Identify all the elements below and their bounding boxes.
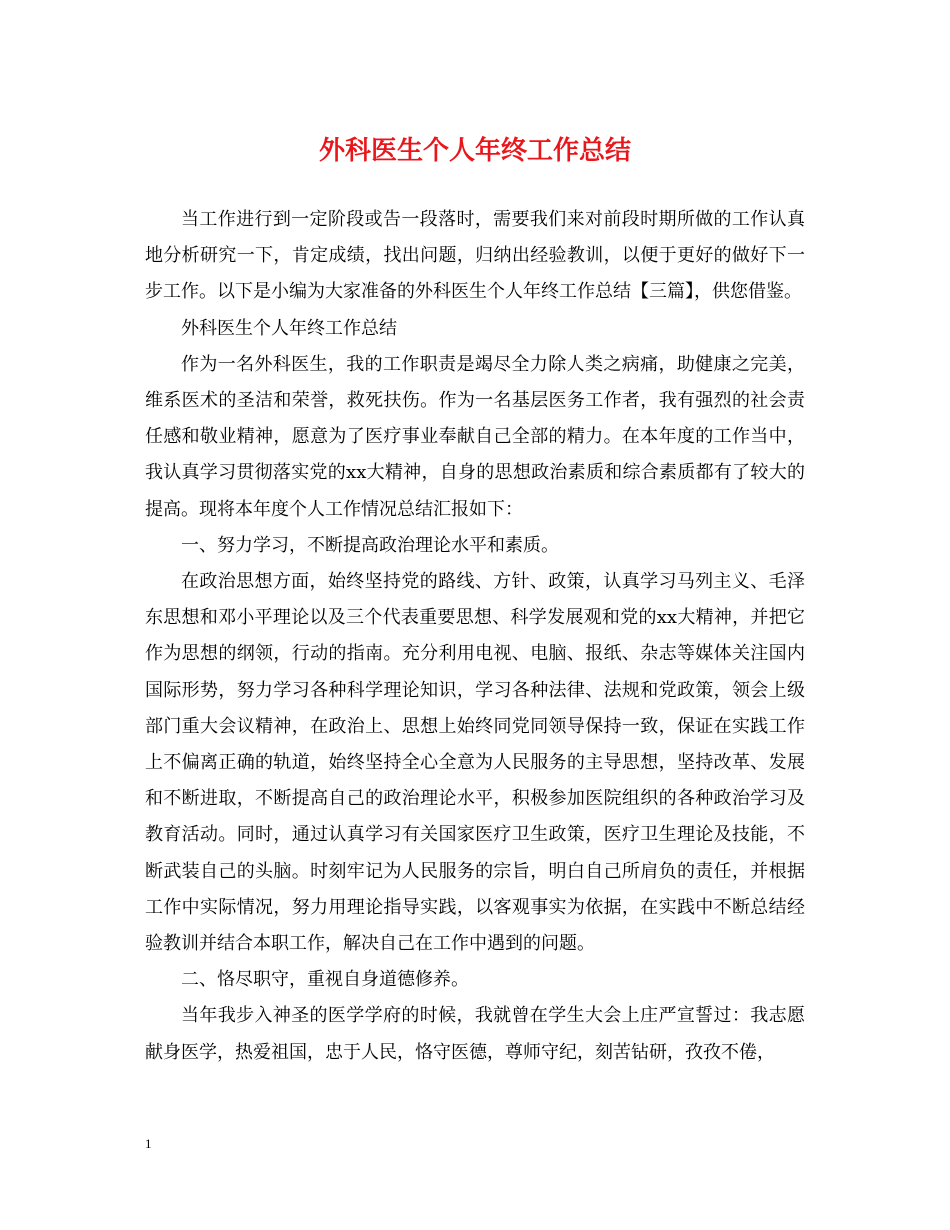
- body-paragraph: 在政治思想方面，始终坚持党的路线、方针、政策，认真学习马列主义、毛泽东思想和邓小平理论以及三个代表重要思想、科学发展观和党的xx大精神，并把它作为思想的纲领，行动的指南。充分利用电视、电脑、报纸、杂志等媒体关注国内国际形势，努力学习各种科学理论知识，学习各种法律、法规和党政策，领会上级部门重大会议精神，在政治上、思想上始终同党同领导保持一致，保证在实践工作上不偏离正确的轨道，始终坚持全心全意为人民服务的主导思想，坚持改革、发展和不断进取，不断提高自己的政治理论水平，积极参加医院组织的各种政治学习及教育活动。同时，通过认真学习有关国家医疗卫生政策，医疗卫生理论及技能，不断武装自己的头脑。时刻牢记为人民服务的宗旨，明白自己所肩负的责任，并根据工作中实际情况，努力用理论指导实践，以客观事实为依据，在实践中不断总结经验教训并结合本职工作，解决自己在工作中遇到的问题。: [145, 571, 805, 955]
- section-heading: 外科医生个人年终工作总结: [181, 317, 397, 339]
- document-title: 外科医生个人年终工作总结: [318, 136, 631, 166]
- body-paragraph: 当年我步入神圣的医学学府的时候，我就曾在学生大会上庄严宣誓过：我志愿献身医学，热爱祖国，忠于人民，恪守医德，尊师守纪，刻苦钻研，孜孜不倦，: [145, 1005, 805, 1063]
- document-body: [145, 202, 805, 1071]
- intro-paragraph: 当工作进行到一定阶段或告一段落时，需要我们来对前段时期所做的工作认真地分析研究一下，肯定成绩，找出问题，归纳出经验教训，以便于更好的做好下一步工作。以下是小编为大家准备的外科医生个人年终工作总结【三篇】，供您借鉴。: [145, 209, 805, 303]
- body-paragraph: 作为一名外科医生，我的工作职责是竭尽全力除人类之病痛，助健康之完美，维系医术的圣洁和荣誉，救死扶伤。作为一名基层医务工作者，我有强烈的社会责任感和敬业精神，愿意为了医疗事业奉献自己全部的精力。在本年度的工作当中，我认真学习贯彻落实党的xx大精神，自身的思想政治素质和综合素质都有了较大的提高。现将本年度个人工作情况总结汇报如下：: [145, 353, 805, 520]
- section-heading: 一、努力学习，不断提高政治理论水平和素质。: [181, 534, 559, 556]
- section-heading: 二、恪尽职守，重视自身道德修养。: [181, 969, 469, 991]
- page-number: 1: [145, 1136, 152, 1151]
